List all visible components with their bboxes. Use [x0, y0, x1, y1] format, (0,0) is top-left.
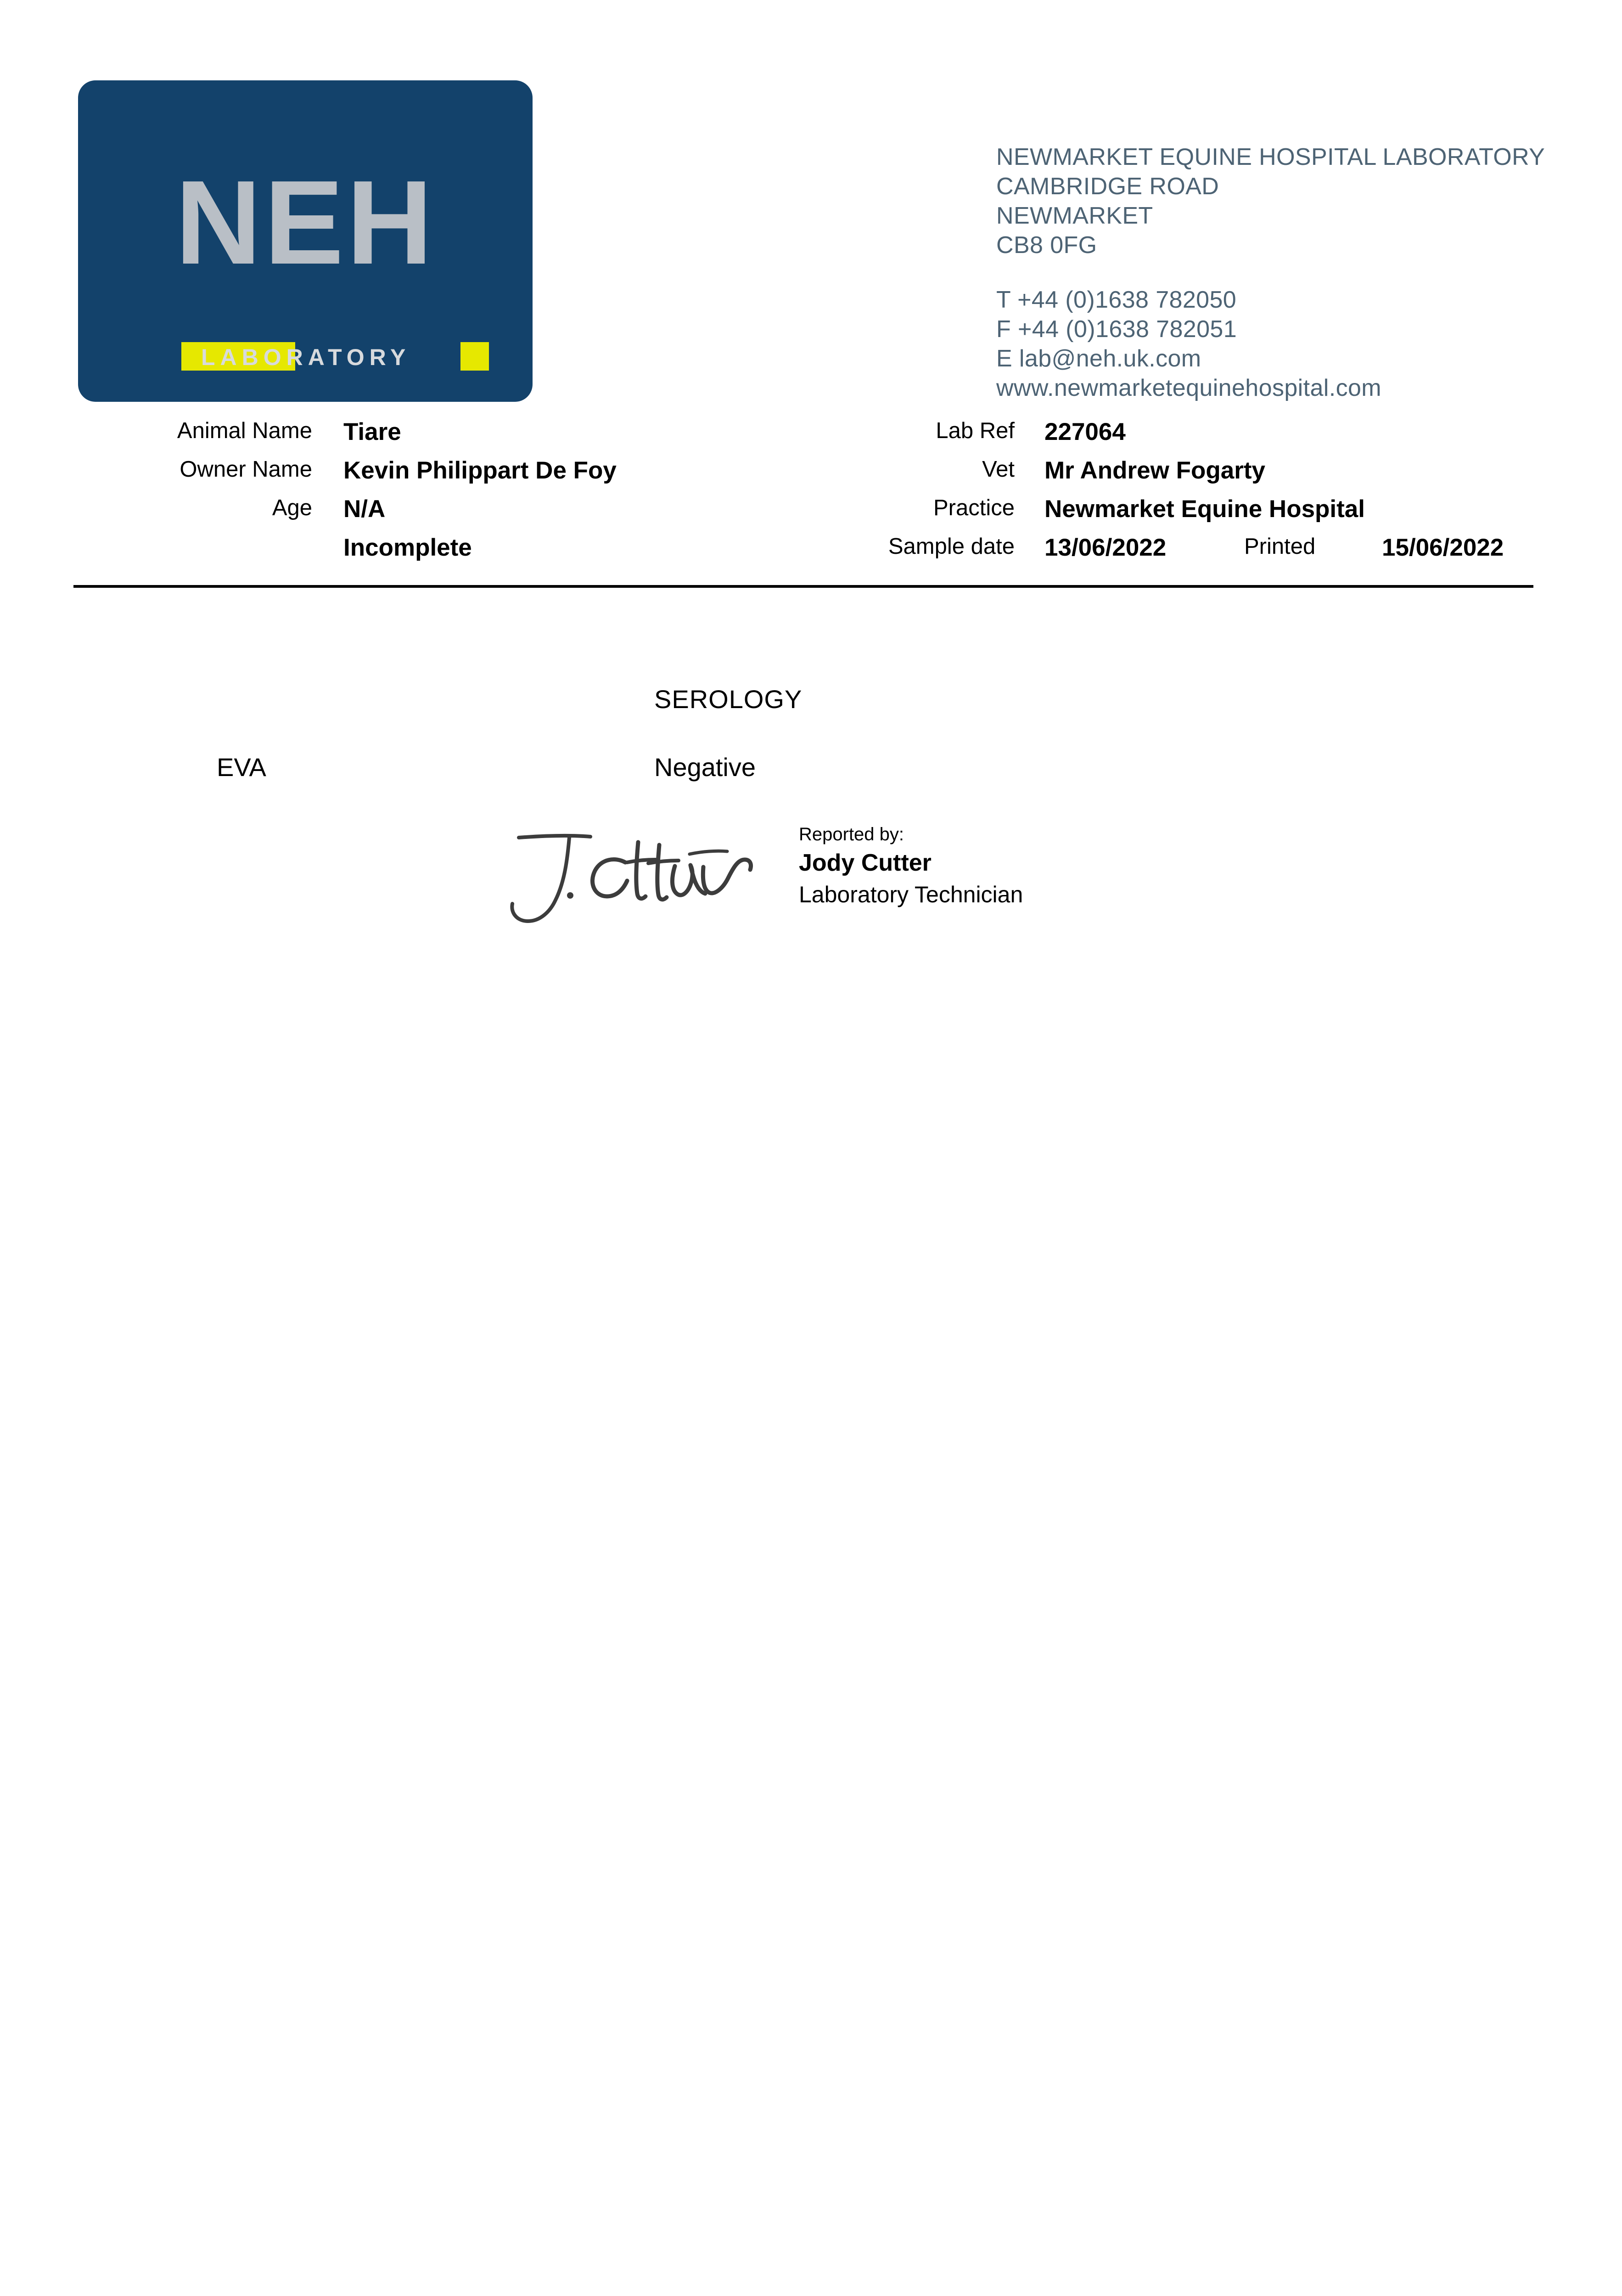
sample-date-value: 13/06/2022	[1044, 534, 1167, 561]
result-row-name: EVA	[217, 753, 266, 782]
lab-ref-label: Lab Ref	[936, 418, 1015, 443]
header-divider	[73, 585, 1533, 588]
report-header	[0, 73, 1622, 404]
lab-address-line-2: CAMBRIDGE ROAD	[996, 173, 1219, 200]
lab-contact-line-website: www.newmarketequinehospital.com	[996, 375, 1382, 401]
signature-section	[0, 822, 1622, 969]
status-badge: Incomplete	[343, 534, 472, 561]
details-row-age	[0, 495, 1622, 534]
details-row-animal	[0, 418, 1622, 456]
practice-value: Newmarket Equine Hospital	[1044, 495, 1365, 523]
lab-address-block	[996, 142, 1545, 403]
lab-address-line-1: NEWMARKET EQUINE HOSPITAL LABORATORY	[996, 144, 1545, 170]
reporter-name: Jody Cutter	[799, 850, 932, 876]
details-row-status	[0, 534, 1622, 572]
sample-date-label: Sample date	[888, 534, 1015, 559]
practice-label: Practice	[933, 495, 1015, 520]
vet-label: Vet	[982, 457, 1015, 482]
results-section-title: SEROLOGY	[654, 685, 803, 714]
logo-mark-text: NEH	[175, 156, 436, 289]
age-label: Age	[272, 495, 312, 520]
lab-contact-line-email: E lab@neh.uk.com	[996, 345, 1201, 372]
logo-accent-bar-right	[460, 342, 489, 371]
lab-address-line-4: CB8 0FG	[996, 232, 1097, 259]
lab-ref-value: 227064	[1044, 418, 1126, 445]
animal-name-label: Animal Name	[177, 418, 312, 443]
owner-name-value: Kevin Philippart De Foy	[343, 457, 617, 484]
lab-contact-line-fax: F +44 (0)1638 782051	[996, 316, 1237, 343]
details-row-owner	[0, 456, 1622, 495]
owner-name-label: Owner Name	[180, 457, 312, 482]
neh-logo	[78, 80, 533, 402]
lab-address-line-3: NEWMARKET	[996, 203, 1153, 229]
handwritten-signature-icon	[500, 827, 758, 932]
logo-sub-text: LABORATORY	[201, 344, 411, 370]
printed-label: Printed	[1244, 534, 1316, 559]
result-row-value: Negative	[654, 753, 756, 782]
patient-details	[0, 418, 1622, 579]
reporter-role: Laboratory Technician	[799, 882, 1023, 907]
vet-value: Mr Andrew Fogarty	[1044, 457, 1265, 484]
lab-contact-line-phone: T +44 (0)1638 782050	[996, 287, 1237, 313]
signature-meta	[799, 822, 1023, 910]
printed-date-value: 15/06/2022	[1382, 534, 1504, 561]
age-value: N/A	[343, 495, 386, 523]
reported-by-label: Reported by:	[799, 824, 904, 844]
animal-name-value: Tiare	[343, 418, 401, 445]
